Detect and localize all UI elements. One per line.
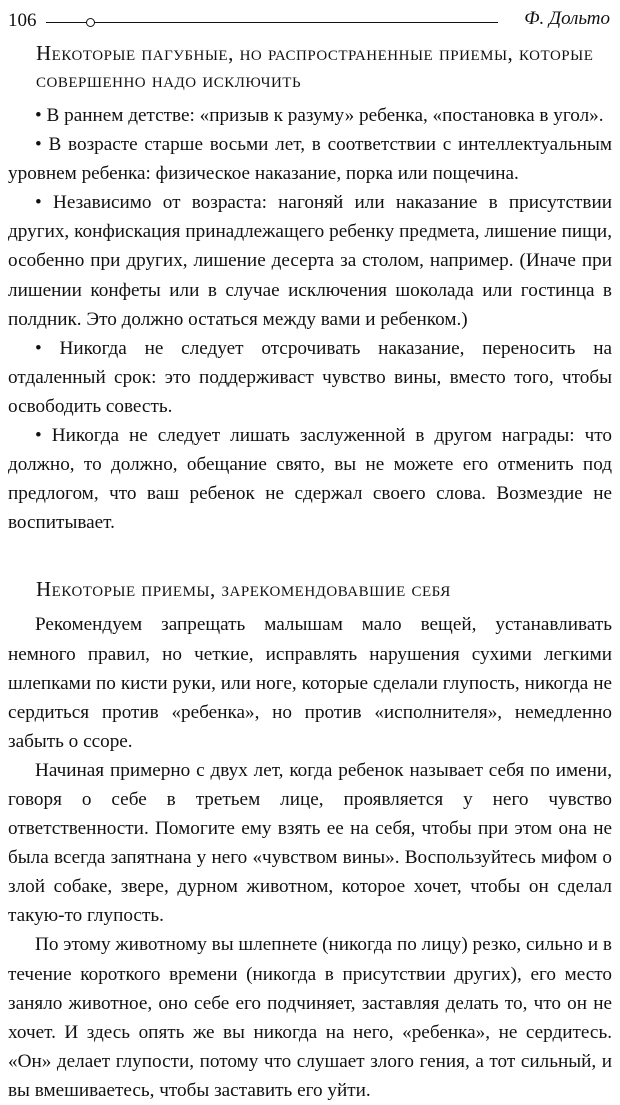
header-rule — [46, 22, 498, 23]
body-paragraph: Рекомендуем запрещать малышам мало вещей, устанавливать немного правил, но четкие, исправлять нарушения сухими легкими шлепками по кисти руки, или ноге, которые сделали глупость, никогда не сердиться против «ребенка», но против «исполнителя», немедленно забыть о ссоре. — [8, 614, 612, 752]
running-head-author: Ф. Дольто — [524, 8, 610, 29]
bullet-item: • В возрасте старше восьми лет, в соответствии с интеллектуальным уровнем ребенка: физическое наказание, порка или пощечина. — [8, 130, 612, 188]
bullet-item: • Никогда не следует отсрочивать наказание, переносить на отдаленный срок: это поддерживаст чувство вины, вместо того, чтобы освободить совесть. — [8, 334, 612, 421]
bullet-item: • Независимо от возраста: нагоняй или наказание в присутствии других, конфискация принадлежащего ребенку предмета, лишение пищи, особенно при других, лишение десерта за столом, например. (Иначе при лишении конфеты или в случае исключения шоколада или гостинца в полдник. Это должно остаться между вами и ребенком.) — [8, 188, 612, 333]
section-heading: Некоторые пагубные, но распространенные приемы, которые совершенно надо исключить — [36, 41, 594, 92]
running-head — [8, 8, 610, 32]
bullet-item: • В раннем детстве: «призыв к разуму» ребенка, «постановка в угол». — [8, 101, 612, 130]
page-content — [8, 40, 612, 1105]
body-paragraph: По этому животному вы шлепнете (никогда по лицу) резко, сильно и в течение короткого времени (никогда в присутствии других), его место заняло животное, оно себе его подчиняет, заставляя делать то, что он не хочет. И здесь опять же вы никогда на него, «ребенка», не сердитесь. «Он» делает глупости, потому что слушает злого гения, а тот сильный, и вы вмешиваетесь, чтобы заставить его уйти. — [8, 934, 612, 1101]
section-heading: Некоторые приемы, зарекомендовавшие себя — [36, 577, 451, 602]
header-rule-ornament — [86, 18, 95, 27]
bullet-item: • Никогда не следует лишать заслуженной в другом награды: что должно, то должно, обещание свято, вы не можете его отменить под предлогом, что ваш ребенок не сдержал своего слова. Возмездие не воспитывает. — [8, 421, 612, 537]
page-number: 106 — [8, 10, 37, 31]
body-paragraph: Начиная примерно с двух лет, когда ребенок называет себя по имени, говоря о себе в третьем лице, проявляется у него чувство ответственности. Помогите ему взять ее на себя, чтобы при этом она не была всегда запятнана у него «чувством вины». Воспользуйтесь мифом о злой собаке, звере, дурном животном, которое хочет, чтобы он сделал такую-то глупость. — [8, 759, 612, 927]
